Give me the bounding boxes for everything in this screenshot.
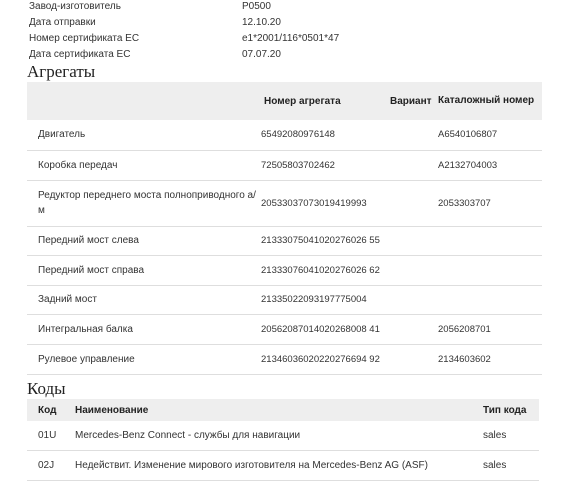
aggregate-name: Редуктор переднего моста полноприводного а/м [27, 180, 261, 226]
aggregate-number: 21335022093197775004 [261, 285, 390, 314]
table-row [27, 421, 539, 451]
aggregate-catalog-number: 2056208701 [438, 314, 542, 344]
aggregate-name: Передний мост слева [27, 226, 261, 255]
table-row [27, 285, 542, 314]
table-row [27, 451, 539, 481]
column-header-code: Код [27, 399, 75, 421]
info-label: Дата сертификата ЕС [29, 49, 131, 60]
info-value: 07.07.20 [242, 49, 281, 60]
aggregate-name: Передний мост справа [27, 255, 261, 285]
code-description: Недействит. Изменение мирового изготовителя на Mercedes-Benz AG (ASF) [75, 451, 483, 481]
info-value: e1*2001/116*0501*47 [242, 33, 340, 44]
info-label: Номер сертификата ЕС [29, 33, 140, 44]
column-header-number: Номер агрегата [261, 82, 390, 120]
aggregate-variant [390, 180, 438, 226]
table-header-row [27, 82, 542, 120]
aggregate-name: Задний мост [27, 285, 261, 314]
aggregate-name: Коробка передач [27, 150, 261, 180]
aggregate-variant [390, 255, 438, 285]
code-value: 02J [27, 451, 75, 481]
aggregate-catalog-number: 2134603602 [438, 344, 542, 374]
aggregate-variant [390, 226, 438, 255]
aggregate-catalog-number [438, 255, 542, 285]
code-description: Mercedes-Benz Connect - службы для навигации [75, 421, 483, 451]
info-row-manufacturer [29, 0, 549, 16]
aggregate-number: 21346036020220276694 92 [261, 344, 390, 374]
aggregates-table [27, 82, 542, 375]
table-header-row [27, 399, 539, 421]
column-header-variant: Вариант [390, 82, 438, 120]
info-row-certificate-date [29, 48, 549, 64]
aggregate-catalog-number: A6540106807 [438, 120, 542, 150]
aggregate-name: Интегральная балка [27, 314, 261, 344]
info-label: Завод-изготовитель [29, 1, 121, 12]
code-type: sales [483, 451, 539, 481]
column-header-type: Тип кода [483, 399, 539, 421]
codes-title: Коды [27, 379, 66, 398]
column-header-catalog: Каталожный номер [438, 82, 542, 120]
aggregate-variant [390, 314, 438, 344]
aggregate-catalog-number [438, 285, 542, 314]
aggregates-title: Агрегаты [27, 62, 96, 81]
aggregate-name: Рулевое управление [27, 344, 261, 374]
aggregate-variant [390, 285, 438, 314]
column-header-description: Наименование [75, 399, 483, 421]
aggregate-number: 20562087014020268008 41 [261, 314, 390, 344]
aggregate-number: 20533037073019419993 [261, 180, 390, 226]
codes-table [27, 399, 539, 481]
info-value: 12.10.20 [242, 17, 281, 28]
table-row [27, 314, 542, 344]
table-row [27, 226, 542, 255]
table-row [27, 255, 542, 285]
aggregate-catalog-number [438, 226, 542, 255]
vehicle-info [29, 0, 549, 64]
aggregate-number: 21333075041020276026 55 [261, 226, 390, 255]
aggregate-name: Двигатель [27, 120, 261, 150]
info-row-certificate-number [29, 32, 549, 48]
table-row [27, 344, 542, 374]
aggregate-variant [390, 120, 438, 150]
info-label: Дата отправки [29, 17, 96, 28]
info-value: P0500 [242, 1, 271, 12]
aggregate-catalog-number: 2053303707 [438, 180, 542, 226]
column-header-name [27, 82, 261, 120]
code-type: sales [483, 421, 539, 451]
table-row [27, 120, 542, 150]
info-row-ship-date [29, 16, 549, 32]
aggregate-variant [390, 344, 438, 374]
aggregate-number: 21333076041020276026 62 [261, 255, 390, 285]
aggregate-variant [390, 150, 438, 180]
code-value: 01U [27, 421, 75, 451]
table-row [27, 180, 542, 226]
aggregate-number-link[interactable]: 72505803702462 [261, 150, 390, 180]
table-row [27, 150, 542, 180]
aggregate-number-link[interactable]: 65492080976148 [261, 120, 390, 150]
aggregate-catalog-number: A2132704003 [438, 150, 542, 180]
